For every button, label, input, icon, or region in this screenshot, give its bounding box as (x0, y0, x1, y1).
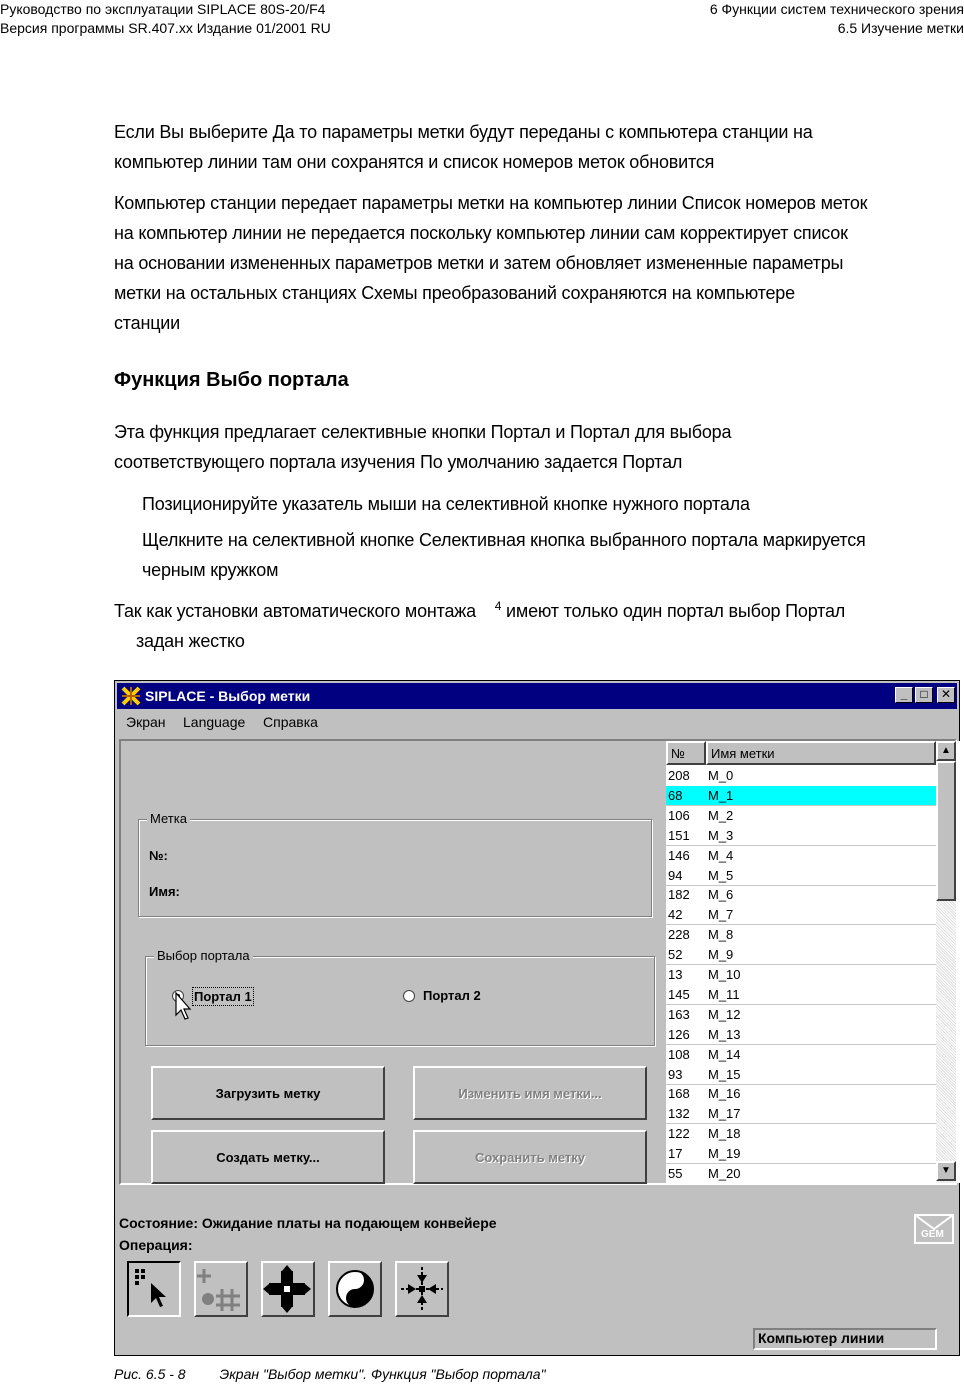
scroll-up-button[interactable]: ▲ (936, 741, 956, 761)
vertical-scrollbar[interactable] (936, 741, 956, 1183)
list-item-number: 208 (668, 768, 690, 783)
column-header-number[interactable] (666, 741, 706, 765)
status-line (119, 1215, 497, 1231)
label-number-caption: №: (149, 848, 168, 863)
header-right (710, 0, 964, 38)
text-line: Щелкните на селективной кнопке Селективная кнопка выбранного портала маркируется (142, 530, 866, 550)
list-item-name: M_8 (708, 927, 734, 943)
operation-line (119, 1237, 193, 1253)
column-header-label: № (671, 746, 685, 761)
text-line: Компьютер станции передает параметры метки на компьютер линии Список номеров меток (114, 193, 868, 213)
portal-2-label: Портал 2 (423, 988, 481, 1003)
paragraph-4 (114, 591, 845, 656)
list-item[interactable] (666, 766, 936, 786)
chapter-title: 6 Функции систем технического зрения (709, 1, 964, 17)
list-item-name: M_15 (708, 1066, 741, 1082)
list-item-name: M_4 (708, 847, 734, 863)
center-arrows-icon[interactable] (395, 1261, 449, 1317)
text-line: метки на остальных станциях Схемы преобразований сохраняются на компьютере (114, 283, 795, 303)
list-item-name: M_3 (708, 827, 734, 843)
list-item-name: M_11 (708, 986, 740, 1002)
scroll-thumb[interactable] (936, 761, 956, 901)
list-item-name: M_10 (708, 967, 741, 982)
text-line: задан жестко (136, 631, 245, 651)
gem-label: GEM (921, 1229, 944, 1240)
list-item[interactable] (666, 1144, 936, 1164)
label-list-rows (666, 766, 936, 1183)
portal-group (145, 948, 655, 1046)
figure-title: Экран "Выбор метки". Функция "Выбор портала" (219, 1366, 546, 1382)
list-item-number: 94 (668, 867, 683, 883)
list-item-number: 168 (668, 1086, 690, 1102)
list-item-name: M_19 (708, 1146, 741, 1162)
mouse-pointer-icon (174, 991, 192, 1021)
list-item[interactable] (666, 826, 936, 846)
list-item-number: 126 (668, 1026, 690, 1042)
list-item-number: 106 (668, 807, 690, 823)
status-caption: Состояние: (119, 1215, 198, 1231)
label-name-caption: Имя: (149, 884, 180, 899)
title-bar (117, 683, 957, 709)
text-line: на компьютер линии не передается поскольку компьютер линии сам корректирует список (114, 223, 848, 243)
list-item[interactable] (666, 806, 936, 826)
list-item-name: M_5 (708, 867, 734, 883)
list-item[interactable] (666, 965, 936, 985)
list-item-name: M_6 (708, 887, 734, 903)
list-item[interactable] (666, 885, 936, 905)
list-item-name: M_16 (708, 1086, 741, 1102)
list-item[interactable] (666, 1045, 936, 1065)
column-header-label: Имя метки (711, 746, 775, 761)
portal-1-label: Портал 1 (194, 989, 252, 1004)
list-item[interactable] (666, 1124, 936, 1144)
list-item[interactable] (666, 905, 936, 925)
list-item-number: 151 (668, 827, 690, 843)
label-list[interactable] (666, 741, 960, 1183)
load-label-button[interactable]: Загрузить метку (151, 1066, 385, 1120)
list-item[interactable] (666, 786, 936, 806)
scroll-down-button[interactable]: ▼ (936, 1161, 956, 1181)
list-item-number: 146 (668, 847, 690, 863)
maximize-button[interactable]: □ (915, 687, 933, 703)
list-item[interactable] (666, 1065, 936, 1085)
list-item[interactable] (666, 1025, 936, 1045)
close-button[interactable]: ✕ (937, 687, 955, 703)
step-2 (142, 525, 866, 585)
header-left (0, 0, 331, 38)
list-item-name: M_9 (708, 947, 734, 963)
text-span: имеют только один портал выбор Портал (506, 601, 846, 621)
section-heading: Функция Выбо портала (114, 369, 349, 391)
portal-group-legend: Выбор портала (154, 948, 253, 963)
list-item[interactable] (666, 985, 936, 1005)
step-1: Позиционируйте указатель мыши на селективной кнопке нужного портала (142, 494, 750, 514)
text-line: на основании измененных параметров метки и затем обновляет измененные параметры (114, 253, 844, 273)
text-line: Если Вы выберите Да то параметры метки будут переданы с компьютера станции на (114, 122, 813, 142)
list-item-number: 93 (668, 1066, 683, 1082)
list-item[interactable] (666, 866, 936, 886)
list-item-name: M_1 (708, 787, 734, 803)
list-item-number: 42 (668, 907, 683, 923)
menu-bar (117, 711, 957, 735)
figure-number: Рис. 6.5 - 8 (114, 1366, 186, 1382)
list-item-name: M_2 (708, 807, 734, 823)
select-pointer-icon[interactable] (127, 1261, 181, 1317)
status-bar-panel: Компьютер линии (753, 1328, 937, 1350)
figure-caption (114, 1366, 546, 1382)
list-item-number: 122 (668, 1126, 690, 1142)
app-window (114, 680, 960, 1356)
menu-help[interactable]: Справка (263, 714, 318, 730)
text-span: Так как установки автоматического монтажа (114, 601, 476, 621)
list-item-name: M_13 (708, 1026, 741, 1042)
move-cross-icon[interactable] (261, 1261, 315, 1317)
yin-yang-icon[interactable] (328, 1261, 382, 1317)
text-line: черным кружком (142, 560, 279, 580)
text-line: компьютер линии там они сохранятся и список номеров меток обновится (114, 152, 715, 172)
list-item[interactable] (666, 1084, 936, 1104)
label-group-legend: Метка (147, 811, 190, 826)
list-item[interactable] (666, 925, 936, 945)
list-item-number: 108 (668, 1046, 690, 1062)
list-item[interactable] (666, 846, 936, 866)
save-label-button[interactable]: Сохранить метку (413, 1130, 647, 1184)
menu-language[interactable]: Language (183, 714, 246, 730)
list-item-name: M_17 (708, 1106, 741, 1122)
label-group (138, 811, 652, 917)
text-line: станции (114, 313, 181, 333)
column-header-name[interactable] (706, 741, 936, 765)
list-item-number: 163 (668, 1006, 690, 1022)
list-item[interactable] (666, 945, 936, 965)
rename-label-button[interactable]: Изменить имя метки... (413, 1066, 647, 1120)
list-item-number: 55 (668, 1166, 683, 1181)
add-grid-icon[interactable] (194, 1261, 248, 1317)
list-item[interactable] (666, 1104, 936, 1124)
list-item-number: 52 (668, 947, 683, 963)
list-item[interactable] (666, 1005, 936, 1025)
text-line: Эта функция предлагает селективные кнопки Портал и Портал для выбора (114, 422, 732, 442)
menu-screen[interactable]: Экран (126, 714, 166, 730)
list-item-name: M_0 (708, 768, 734, 783)
list-item-number: 182 (668, 887, 690, 903)
create-label-button[interactable]: Создать метку... (151, 1130, 385, 1184)
list-item-name: M_12 (708, 1006, 741, 1022)
list-item-name: M_7 (708, 907, 734, 923)
app-icon[interactable] (121, 686, 141, 709)
superscript: 4 (494, 599, 502, 613)
list-item[interactable] (666, 1164, 936, 1184)
manual-version: Версия программы SR.407.xx Издание 01/2001 RU (0, 20, 331, 36)
list-item-number: 132 (668, 1106, 690, 1122)
list-item-name: M_14 (708, 1046, 741, 1062)
minimize-button[interactable]: _ (895, 687, 913, 703)
operation-caption: Операция: (119, 1237, 193, 1253)
list-item-number: 68 (668, 787, 683, 803)
paragraph-1 (114, 117, 813, 177)
manual-title: Руководство по эксплуатации SIPLACE 80S-20/F4 (0, 1, 326, 17)
gem-mail-icon[interactable] (913, 1207, 955, 1245)
section-title: 6.5 Изучение метки (837, 20, 964, 36)
list-item-name: M_18 (708, 1126, 741, 1142)
radio-empty-icon (403, 990, 415, 1002)
list-item-number: 13 (668, 967, 683, 982)
window-title: SIPLACE - Выбор метки (145, 688, 311, 704)
status-value: Ожидание платы на подающем конвейере (201, 1215, 497, 1231)
list-item-number: 145 (668, 986, 690, 1002)
paragraph-3 (114, 417, 731, 477)
list-item-number: 17 (668, 1146, 683, 1162)
text-line: соответствующего портала изучения По умолчанию задается Портал (114, 452, 683, 472)
paragraph-2 (114, 188, 867, 338)
list-item-name: M_20 (708, 1166, 741, 1181)
list-item-number: 228 (668, 927, 690, 943)
status-bar (117, 1325, 957, 1353)
